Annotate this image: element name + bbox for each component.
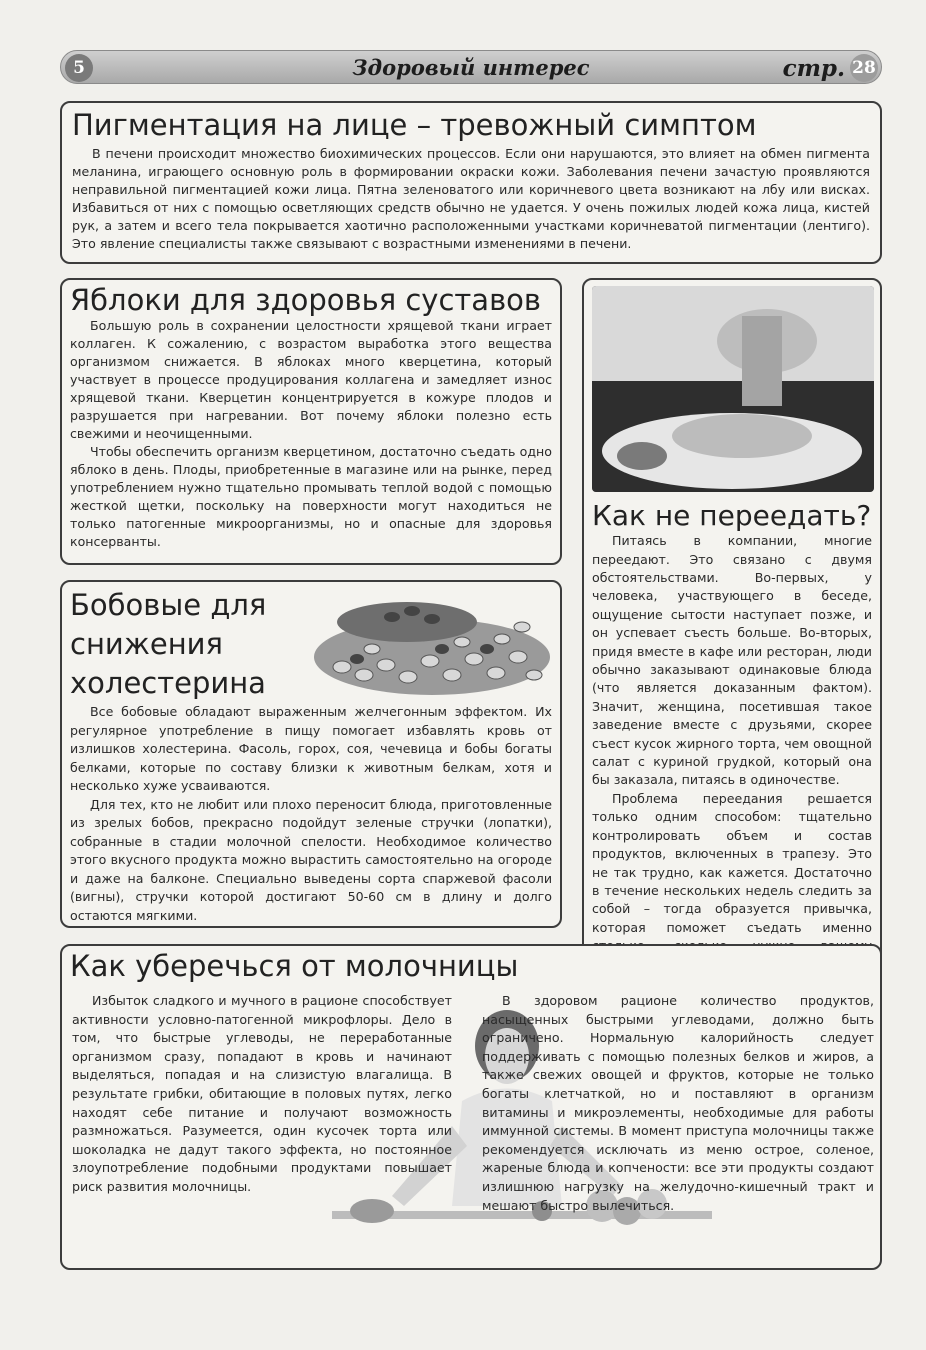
article-paragraph: Проблема переедания решается только одним способом: тщательно контролировать объем и состав продуктов, включенных в трапезу. Это не так трудно, как кажется. Достаточно в течение нескольких недель следить за собой – тогда образуется привычка, которая поможет съедать именно [592,790,872,935]
article-legumes [60,580,562,928]
article-title: Как уберечься от молочницы [70,949,519,983]
page-label: стр. [782,55,845,82]
article-paragraph: Для тех, кто не любит или плохо переносит блюда, приготовленные из зрелых бобов, прекрасно подойдут зеленые стручки (лопатки), собранные в стадии молочной спелости. Необходимое количество этого вкусного продукта можно вырастить самостоятельно на огороде и даже на балконе. Специально выведены сорта спаржевой фасоли (вигны), стручки которой достигают 50-60 см в длину и долго остаются мягкими. [70,796,552,923]
article-left-column [72,992,452,1197]
article-paragraph: В здоровом рационе количество продуктов, насыщенных быстрыми углеводами, должно быть ограничено. Нормальную калорийность следует поддерживать с помощью полезных белков и жиров, а также свежих овощей и фруктов, которые не только богаты клетчаткой, но и поставляют в организм витамины и микроэлементы, необходимые для работы иммунной системы. В момент приступа молочницы также рекомендуется исключать из меню острое, соленое, жареные блюда и копчености: все эти продукты создают излишнюю нагрузку на желудочно-кишечный тракт и мешают быстро вылечиться. [482,993,874,1213]
article-paragraph: Избыток сладкого и мучного в рационе способствует активности условно-патогенной микрофлоры. Дело в том, что быстрые углеводы, не переработанные организмом сразу, попадают в кровь и начинают выделяться, попадая и на слизистую влагалища. В результате грибки, обитающие в половых путях, легко находят себе питание и получают возможность размножаться. Разумеется, один кусочек торта или шоколадка не дадут такого эффекта, но постоянное злоупотребление подобными продуктами повышает риск развития молочницы. [72,993,452,1194]
left-page-number: 5 [65,54,93,82]
article-paragraph: Чтобы обеспечить организм кверцетином, достаточно съедать одно яблоко в день. Плоды, приобретенные в магазине или на рынке, перед употреблением нужно тщательно промывать теплой водой с помощью жесткой щетки, поскольку на поверхности могут находиться не только патогенные микроорганизмы, но и опасные для здоровья консерванты. [70,444,552,550]
article-paragraph: Все бобовые обладают выраженным желчегонным эффектом. Их регулярное употребление в пищу помогает избавлять кровь от излишков холестерина. Фасоль, горох, соя, чечевица и бобы богаты белками, которые по составу близки к животным белкам, хотя и несколько хуже усваиваются. [70,704,552,793]
right-page-number: 28 [850,54,878,82]
article-right-column [482,992,874,1215]
article-body: В печени происходит множество биохимических процессов. Если они нарушаются, это влияет на обмен пигмента меланина, играющего основную роль в формировании окраски кожи. Заболевания печени зачастую проявляются неправильной пигментацией кожи лица. Пятна зеленоватого или коричневого цвета возникают на лбу или висках. Избавиться от них с помощью осветляющих средств обычно не удается. У очень пожилых людей кожа лица, кистей рук, а затем и всего тела покрывается хаотично расположенными участками коричневатой пигментации (лентиго). Это явление специалисты также связывают с возрастными изменениями в печени. [72,146,870,252]
article-paragraph: Большую роль в сохранении целостности хрящевой ткани играет коллаген. К сожалению, с возрастом выработка этого вещества организмом снижается. В яблоках много кверцетина, который участвует в процессе продуцирования коллагена и замедляет износ хрящевой ткани. Кверцетин концентрируется в кожуре плодов и разрушается при нагревании. Вот почему яблоки полезно есть свежими и неочищенными. [70,318,552,442]
article-title: Как не переедать? [592,499,872,532]
article-pigmentation [60,101,882,264]
article-apples [60,278,562,565]
page-header [60,50,882,84]
article-title: Пигментация на лице – тревожный симптом [72,108,757,142]
article-title: Бобовые для снижения холестерина [70,588,267,700]
article-paragraph: Питаясь в компании, многие переедают. Это связано с двумя обстоятельствами. Во-первых, у человека, участвующего в беседе, ощущение сытости наступает позже, и он успевает съесть больше. Во-вторых, придя вместе в кафе или ресторан, люди обычно заказывают одинаковые блюда (что является доказанным фактом). Значит, женщина, посетившая такое заведение вместе с друзьями, скорее съест кусок жирного торта, чем овощной салат с куриной грудкой, который она бы заказала, питаясь в одиночестве. [592,533,872,788]
article-thrush [60,944,882,1270]
dining-photo [592,286,874,492]
article-overeating [582,278,882,978]
section-title: Здоровый интерес [352,55,590,80]
beans-photo [312,587,552,697]
article-title: Яблоки для здоровья суставов [70,283,541,317]
